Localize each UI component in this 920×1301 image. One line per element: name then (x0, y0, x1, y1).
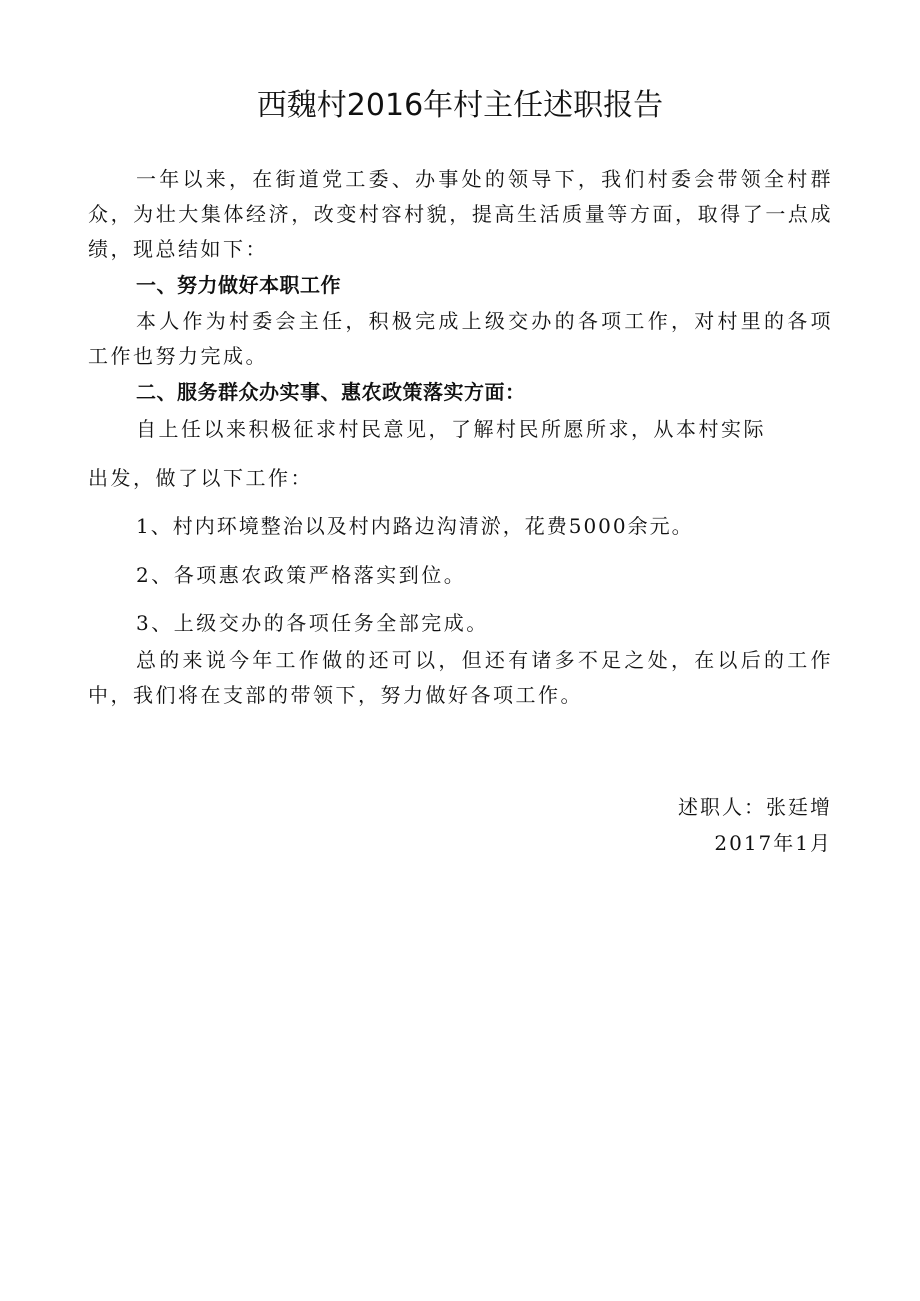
summary-paragraph: 总的来说今年工作做的还可以，但还有诸多不足之处，在以后的工作中，我们将在支部的带领下，努力做好各项工作。 (88, 648, 833, 707)
section-1-paragraph: 本人作为村委会主任，积极完成上级交办的各项工作，对村里的各项工作也努力完成。 (88, 309, 833, 368)
report-date: 2017年1月 (714, 831, 832, 855)
section-2-line-1: 自上任以来积极征求村民意见，了解村民所愿所求，从本村实际 (136, 417, 766, 441)
signature: 述职人：张廷增 (678, 795, 832, 819)
list-item-1: 1、村内环境整治以及村内路边沟清淤，花费5000余元。 (136, 514, 694, 538)
document-title: 西魏村2016年村主任述职报告 (256, 88, 664, 123)
list-item-2: 2、各项惠农政策严格落实到位。 (136, 563, 467, 587)
section-2-line-2: 出发，做了以下工作： (88, 466, 313, 490)
intro-paragraph: 一年以来，在街道党工委、办事处的领导下，我们村委会带领全村群众，为壮大集体经济，改变村容村貌，提高生活质量等方面，取得了一点成绩，现总结如下： (88, 167, 833, 261)
list-item-3: 3、上级交办的各项任务全部完成。 (136, 611, 489, 635)
section-2-heading: 二、服务群众办实事、惠农政策落实方面： (136, 380, 526, 404)
section-1-heading: 一、努力做好本职工作 (136, 273, 341, 297)
